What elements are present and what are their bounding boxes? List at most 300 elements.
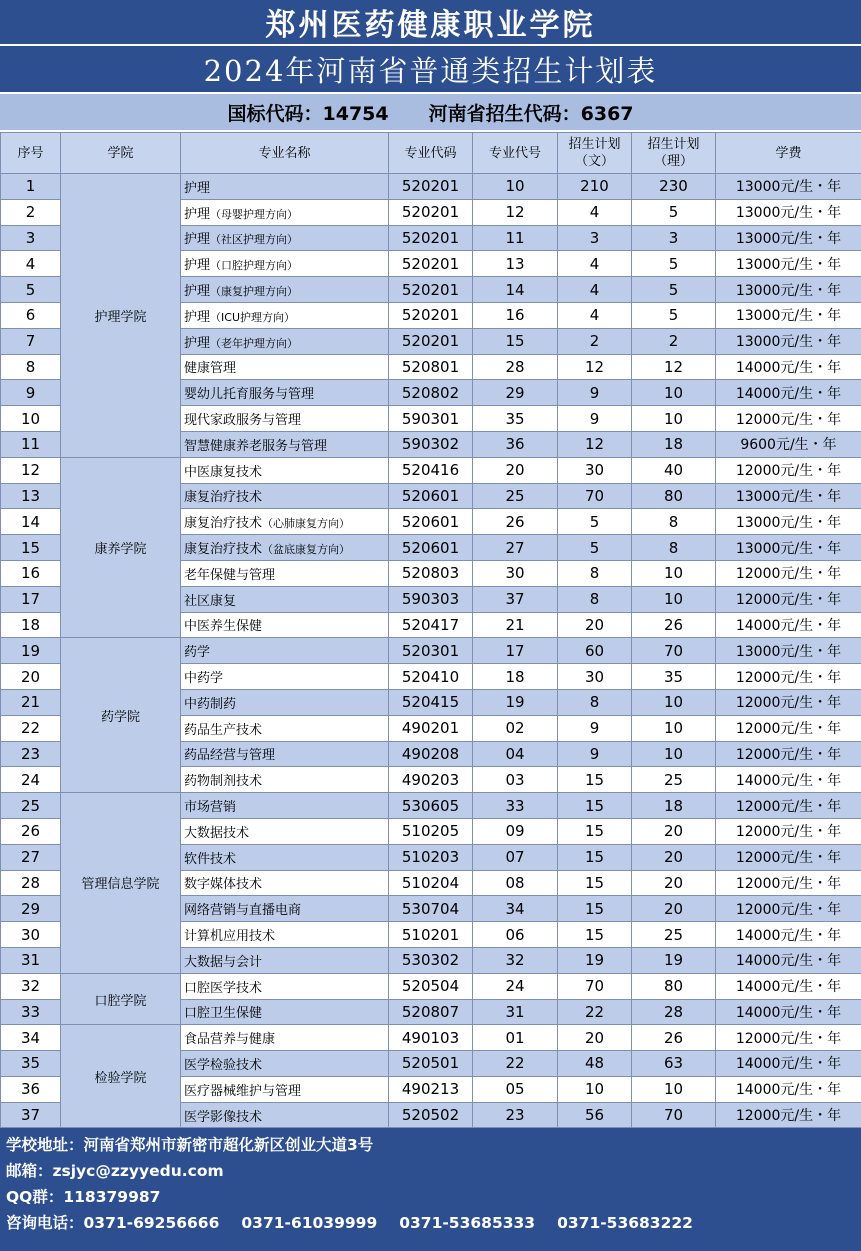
row-plan-arts: 19 (558, 947, 632, 973)
row-plan-sci: 8 (632, 535, 716, 561)
row-fee: 13000元/生・年 (716, 302, 861, 328)
row-plan-arts: 48 (558, 1051, 632, 1077)
row-major-code: 520416 (389, 457, 473, 483)
col-plan-arts (558, 133, 632, 174)
row-major (181, 612, 389, 638)
row-seq: 17 (1, 586, 61, 612)
row-major (181, 251, 389, 277)
row-major (181, 586, 389, 612)
college-name: 康养学院 (61, 457, 181, 638)
row-major-no: 18 (473, 664, 558, 690)
major-name: 药学 (184, 645, 211, 661)
row-major-no: 03 (473, 767, 558, 793)
row-major-no: 17 (473, 638, 558, 664)
row-plan-arts: 56 (558, 1102, 632, 1128)
row-major-no: 04 (473, 741, 558, 767)
row-seq: 11 (1, 431, 61, 457)
row-plan-arts: 4 (558, 199, 632, 225)
major-name: 口腔医学技术 (184, 980, 263, 996)
row-fee: 14000元/生・年 (716, 1076, 861, 1102)
row-major-no: 10 (473, 174, 558, 200)
row-fee: 14000元/生・年 (716, 354, 861, 380)
row-plan-arts: 30 (558, 664, 632, 690)
major-name: 医学检验技术 (184, 1057, 263, 1073)
major-name: 中药学 (184, 671, 224, 687)
row-major-code: 520201 (389, 199, 473, 225)
row-seq: 14 (1, 509, 61, 535)
major-name: 药品生产技术 (184, 722, 263, 738)
major-name: 医学影像技术 (184, 1109, 263, 1125)
row-plan-arts: 70 (558, 483, 632, 509)
row-plan-arts: 5 (558, 509, 632, 535)
row-fee: 13000元/生・年 (716, 251, 861, 277)
row-major (181, 1102, 389, 1128)
row-fee: 12000元/生・年 (716, 560, 861, 586)
row-major-no: 35 (473, 406, 558, 432)
row-major-no: 36 (473, 431, 558, 457)
row-plan-arts: 22 (558, 999, 632, 1025)
row-plan-arts: 15 (558, 870, 632, 896)
row-major (181, 560, 389, 586)
row-major-no: 37 (473, 586, 558, 612)
col-major: 专业名称 (181, 133, 389, 174)
row-seq: 30 (1, 922, 61, 948)
major-name: 护理 (184, 232, 211, 248)
row-plan-sci: 10 (632, 715, 716, 741)
table-row (1, 638, 861, 664)
major-name: 中医养生保健 (184, 619, 263, 635)
row-fee: 12000元/生・年 (716, 1025, 861, 1051)
row-major-code: 530704 (389, 896, 473, 922)
row-major-no: 05 (473, 1076, 558, 1102)
row-major-code: 590302 (389, 431, 473, 457)
row-seq: 2 (1, 199, 61, 225)
row-plan-sci: 80 (632, 973, 716, 999)
row-seq: 12 (1, 457, 61, 483)
plan-table (0, 132, 861, 1128)
row-fee: 12000元/生・年 (716, 793, 861, 819)
phone-number: 0371-53685333 (399, 1214, 536, 1233)
row-major-no: 02 (473, 715, 558, 741)
row-fee: 12000元/生・年 (716, 406, 861, 432)
row-seq: 23 (1, 741, 61, 767)
college-name: 护理学院 (61, 174, 181, 458)
row-plan-arts: 8 (558, 586, 632, 612)
row-major-no: 23 (473, 1102, 558, 1128)
row-plan-sci: 25 (632, 767, 716, 793)
row-major-code: 490201 (389, 715, 473, 741)
row-plan-sci: 5 (632, 251, 716, 277)
row-plan-sci: 28 (632, 999, 716, 1025)
row-fee: 13000元/生・年 (716, 483, 861, 509)
row-fee: 12000元/生・年 (716, 586, 861, 612)
row-major-no: 33 (473, 793, 558, 819)
row-seq: 18 (1, 612, 61, 638)
col-seq: 序号 (1, 133, 61, 174)
row-plan-arts: 20 (558, 612, 632, 638)
table-row (1, 457, 861, 483)
row-major-code: 520803 (389, 560, 473, 586)
header-row (1, 133, 861, 174)
henan-code-label: 河南省招生代码： (428, 102, 581, 125)
row-major-no: 15 (473, 328, 558, 354)
row-plan-arts: 4 (558, 251, 632, 277)
row-major-no: 31 (473, 999, 558, 1025)
col-plan-sci (632, 133, 716, 174)
row-major (181, 638, 389, 664)
row-major-code: 520201 (389, 251, 473, 277)
major-name: 康复治疗技术 (184, 542, 263, 558)
row-plan-sci: 10 (632, 741, 716, 767)
row-seq: 19 (1, 638, 61, 664)
row-plan-sci: 26 (632, 612, 716, 638)
row-major (181, 406, 389, 432)
row-major-no: 25 (473, 483, 558, 509)
row-plan-arts: 15 (558, 896, 632, 922)
row-plan-sci: 25 (632, 922, 716, 948)
row-fee: 14000元/生・年 (716, 999, 861, 1025)
row-fee: 14000元/生・年 (716, 1051, 861, 1077)
major-name: 护理 (184, 284, 211, 300)
row-seq: 33 (1, 999, 61, 1025)
row-major (181, 302, 389, 328)
row-seq: 4 (1, 251, 61, 277)
row-major-code: 520201 (389, 174, 473, 200)
row-fee: 14000元/生・年 (716, 922, 861, 948)
row-major (181, 715, 389, 741)
major-name: 康复治疗技术 (184, 490, 263, 506)
row-plan-sci: 10 (632, 380, 716, 406)
row-plan-arts: 9 (558, 741, 632, 767)
row-fee: 13000元/生・年 (716, 174, 861, 200)
major-name: 智慧健康养老服务与管理 (184, 438, 328, 454)
row-plan-arts: 60 (558, 638, 632, 664)
row-fee: 13000元/生・年 (716, 509, 861, 535)
row-seq: 9 (1, 380, 61, 406)
col-college: 学院 (61, 133, 181, 174)
row-seq: 21 (1, 689, 61, 715)
col-plan-sci-line1: 招生计划 (647, 137, 700, 152)
row-fee: 12000元/生・年 (716, 457, 861, 483)
row-fee: 12000元/生・年 (716, 870, 861, 896)
col-fee: 学费 (716, 133, 861, 174)
row-major (181, 896, 389, 922)
phone-number: 0371-53683222 (557, 1214, 693, 1233)
row-major-no: 24 (473, 973, 558, 999)
row-major-no: 07 (473, 844, 558, 870)
row-major (181, 767, 389, 793)
row-plan-arts: 70 (558, 973, 632, 999)
major-name: 护理 (184, 309, 211, 325)
col-major-no: 专业代号 (473, 133, 558, 174)
major-name: 口腔卫生保健 (184, 1006, 263, 1022)
row-major-code: 590303 (389, 586, 473, 612)
row-seq: 1 (1, 174, 61, 200)
row-major-code: 590301 (389, 406, 473, 432)
row-major-code: 530605 (389, 793, 473, 819)
college-name: 检验学院 (61, 1025, 181, 1128)
row-plan-sci: 70 (632, 1102, 716, 1128)
row-major-no: 16 (473, 302, 558, 328)
row-major-code: 490213 (389, 1076, 473, 1102)
row-major-code: 520801 (389, 354, 473, 380)
row-plan-sci: 5 (632, 277, 716, 303)
address-line: 学校地址：河南省郑州市新密市超化新区创业大道3号 (6, 1136, 374, 1155)
row-major (181, 664, 389, 690)
row-plan-arts: 9 (558, 380, 632, 406)
row-major (181, 689, 389, 715)
qq-line: QQ群：118379987 (6, 1188, 161, 1207)
major-direction: （老年护理方向） (210, 336, 299, 350)
col-plan-arts-line1: 招生计划 (568, 137, 621, 152)
row-plan-sci: 63 (632, 1051, 716, 1077)
row-major-no: 12 (473, 199, 558, 225)
row-plan-sci: 3 (632, 225, 716, 251)
row-plan-sci: 20 (632, 844, 716, 870)
row-seq: 22 (1, 715, 61, 741)
row-plan-arts: 9 (558, 406, 632, 432)
row-major-code: 520807 (389, 999, 473, 1025)
row-plan-sci: 19 (632, 947, 716, 973)
row-fee: 13000元/生・年 (716, 199, 861, 225)
row-plan-sci: 12 (632, 354, 716, 380)
row-fee: 13000元/生・年 (716, 328, 861, 354)
row-seq: 37 (1, 1102, 61, 1128)
row-plan-arts: 15 (558, 922, 632, 948)
table-row (1, 973, 861, 999)
major-direction: （ICU护理方向） (210, 310, 295, 324)
code-band (0, 94, 861, 132)
row-seq: 26 (1, 818, 61, 844)
row-major (181, 844, 389, 870)
row-seq: 31 (1, 947, 61, 973)
row-plan-arts: 8 (558, 689, 632, 715)
row-fee: 13000元/生・年 (716, 535, 861, 561)
row-fee: 12000元/生・年 (716, 818, 861, 844)
major-name: 护理 (184, 258, 211, 274)
row-seq: 29 (1, 896, 61, 922)
row-major-no: 30 (473, 560, 558, 586)
row-plan-arts: 10 (558, 1076, 632, 1102)
row-seq: 35 (1, 1051, 61, 1077)
major-name: 大数据技术 (184, 825, 250, 841)
phone-label: 咨询电话： (6, 1214, 84, 1233)
college-name: 药学院 (61, 638, 181, 793)
row-fee: 12000元/生・年 (716, 664, 861, 690)
henan-code (429, 99, 634, 126)
row-plan-arts: 12 (558, 431, 632, 457)
row-major-code: 520201 (389, 277, 473, 303)
row-fee: 12000元/生・年 (716, 689, 861, 715)
row-major (181, 999, 389, 1025)
row-major-code: 520415 (389, 689, 473, 715)
row-major-no: 32 (473, 947, 558, 973)
row-fee: 13000元/生・年 (716, 638, 861, 664)
major-direction: （口腔护理方向） (210, 259, 299, 273)
row-major-no: 26 (473, 509, 558, 535)
national-code-value: 14754 (322, 102, 389, 125)
table-row (1, 793, 861, 819)
row-fee: 14000元/生・年 (716, 612, 861, 638)
row-major-no: 19 (473, 689, 558, 715)
phone-number: 0371-69256666 (83, 1214, 220, 1233)
row-major-code: 520504 (389, 973, 473, 999)
row-plan-arts: 20 (558, 1025, 632, 1051)
major-name: 婴幼儿托育服务与管理 (184, 387, 315, 403)
row-major (181, 354, 389, 380)
row-major-code: 520417 (389, 612, 473, 638)
row-plan-arts: 5 (558, 535, 632, 561)
row-major-no: 29 (473, 380, 558, 406)
row-major (181, 328, 389, 354)
plan-title: 2024年河南省普通类招生计划表 (0, 46, 861, 94)
phone-line (6, 1210, 855, 1236)
row-seq: 10 (1, 406, 61, 432)
row-seq: 3 (1, 225, 61, 251)
row-seq: 25 (1, 793, 61, 819)
major-name: 软件技术 (184, 851, 237, 867)
row-major-code: 520301 (389, 638, 473, 664)
row-major-code: 490203 (389, 767, 473, 793)
row-fee: 14000元/生・年 (716, 947, 861, 973)
row-fee: 14000元/生・年 (716, 973, 861, 999)
row-plan-arts: 30 (558, 457, 632, 483)
row-plan-sci: 18 (632, 793, 716, 819)
row-major-no: 14 (473, 277, 558, 303)
row-major-code: 510205 (389, 818, 473, 844)
row-major-code: 510203 (389, 844, 473, 870)
row-fee: 12000元/生・年 (716, 1102, 861, 1128)
major-name: 社区康复 (184, 593, 237, 609)
row-major (181, 199, 389, 225)
major-name: 护理 (184, 335, 211, 351)
college-name: 口腔学院 (61, 973, 181, 1025)
row-major (181, 870, 389, 896)
row-plan-sci: 20 (632, 896, 716, 922)
row-plan-sci: 20 (632, 818, 716, 844)
row-plan-arts: 15 (558, 818, 632, 844)
major-name: 数字媒体技术 (184, 877, 263, 893)
row-plan-sci: 2 (632, 328, 716, 354)
row-major (181, 1025, 389, 1051)
row-major-no: 21 (473, 612, 558, 638)
row-major (181, 973, 389, 999)
row-major (181, 1051, 389, 1077)
row-major (181, 922, 389, 948)
row-seq: 20 (1, 664, 61, 690)
row-major (181, 380, 389, 406)
col-plan-sci-line2: （理） (653, 154, 693, 169)
row-major-no: 13 (473, 251, 558, 277)
row-fee: 12000元/生・年 (716, 741, 861, 767)
row-plan-sci: 5 (632, 302, 716, 328)
table-row (1, 1025, 861, 1051)
row-major-no: 28 (473, 354, 558, 380)
row-major-code: 490103 (389, 1025, 473, 1051)
major-name: 老年保健与管理 (184, 567, 276, 583)
row-major-no: 22 (473, 1051, 558, 1077)
row-plan-sci: 8 (632, 509, 716, 535)
row-seq: 36 (1, 1076, 61, 1102)
major-direction: （康复护理方向） (210, 285, 299, 299)
row-seq: 5 (1, 277, 61, 303)
row-plan-sci: 10 (632, 586, 716, 612)
major-name: 康复治疗技术 (184, 516, 263, 532)
row-fee: 9600元/生・年 (716, 431, 861, 457)
row-major-code: 520501 (389, 1051, 473, 1077)
row-fee: 12000元/生・年 (716, 844, 861, 870)
email-line: 邮箱：zsjyc@zzyyedu.com (6, 1162, 224, 1181)
row-major-code: 510201 (389, 922, 473, 948)
row-plan-arts: 15 (558, 844, 632, 870)
row-major (181, 947, 389, 973)
row-plan-sci: 80 (632, 483, 716, 509)
row-major-code: 520802 (389, 380, 473, 406)
row-seq: 28 (1, 870, 61, 896)
contact-footer (0, 1128, 861, 1236)
national-code-label: 国标代码： (227, 102, 323, 125)
major-name: 医疗器械维护与管理 (184, 1083, 302, 1099)
row-plan-sci: 230 (632, 174, 716, 200)
major-name: 中医康复技术 (184, 464, 263, 480)
row-major-code: 520601 (389, 509, 473, 535)
row-fee: 12000元/生・年 (716, 896, 861, 922)
row-major (181, 793, 389, 819)
row-major-no: 08 (473, 870, 558, 896)
row-plan-sci: 18 (632, 431, 716, 457)
row-seq: 24 (1, 767, 61, 793)
row-major-code: 490208 (389, 741, 473, 767)
row-major-code: 530302 (389, 947, 473, 973)
national-code (227, 99, 388, 126)
school-name: 郑州医药健康职业学院 (0, 0, 861, 46)
major-name: 现代家政服务与管理 (184, 413, 302, 429)
row-plan-sci: 10 (632, 406, 716, 432)
college-name: 管理信息学院 (61, 793, 181, 974)
row-major-code: 520201 (389, 225, 473, 251)
row-major (181, 1076, 389, 1102)
row-plan-sci: 26 (632, 1025, 716, 1051)
major-name: 健康管理 (184, 361, 237, 377)
row-plan-sci: 5 (632, 199, 716, 225)
row-major-no: 27 (473, 535, 558, 561)
major-direction: （心肺康复方向） (262, 517, 351, 531)
col-plan-arts-line2: （文） (574, 154, 614, 169)
major-name: 市场营销 (184, 800, 237, 816)
row-major (181, 225, 389, 251)
row-major (181, 509, 389, 535)
row-major (181, 431, 389, 457)
major-name: 计算机应用技术 (184, 929, 276, 944)
row-plan-sci: 10 (632, 560, 716, 586)
row-plan-sci: 70 (632, 638, 716, 664)
row-major-code: 520201 (389, 328, 473, 354)
row-plan-sci: 10 (632, 689, 716, 715)
row-seq: 27 (1, 844, 61, 870)
row-plan-arts: 15 (558, 767, 632, 793)
major-name: 食品营养与健康 (184, 1032, 276, 1048)
row-seq: 32 (1, 973, 61, 999)
row-major (181, 818, 389, 844)
row-major (181, 277, 389, 303)
phone-number: 0371-61039999 (241, 1214, 378, 1233)
table-row (1, 174, 861, 200)
row-major (181, 535, 389, 561)
row-seq: 8 (1, 354, 61, 380)
plan-body (1, 174, 861, 1128)
row-major-code: 510204 (389, 870, 473, 896)
row-seq: 16 (1, 560, 61, 586)
